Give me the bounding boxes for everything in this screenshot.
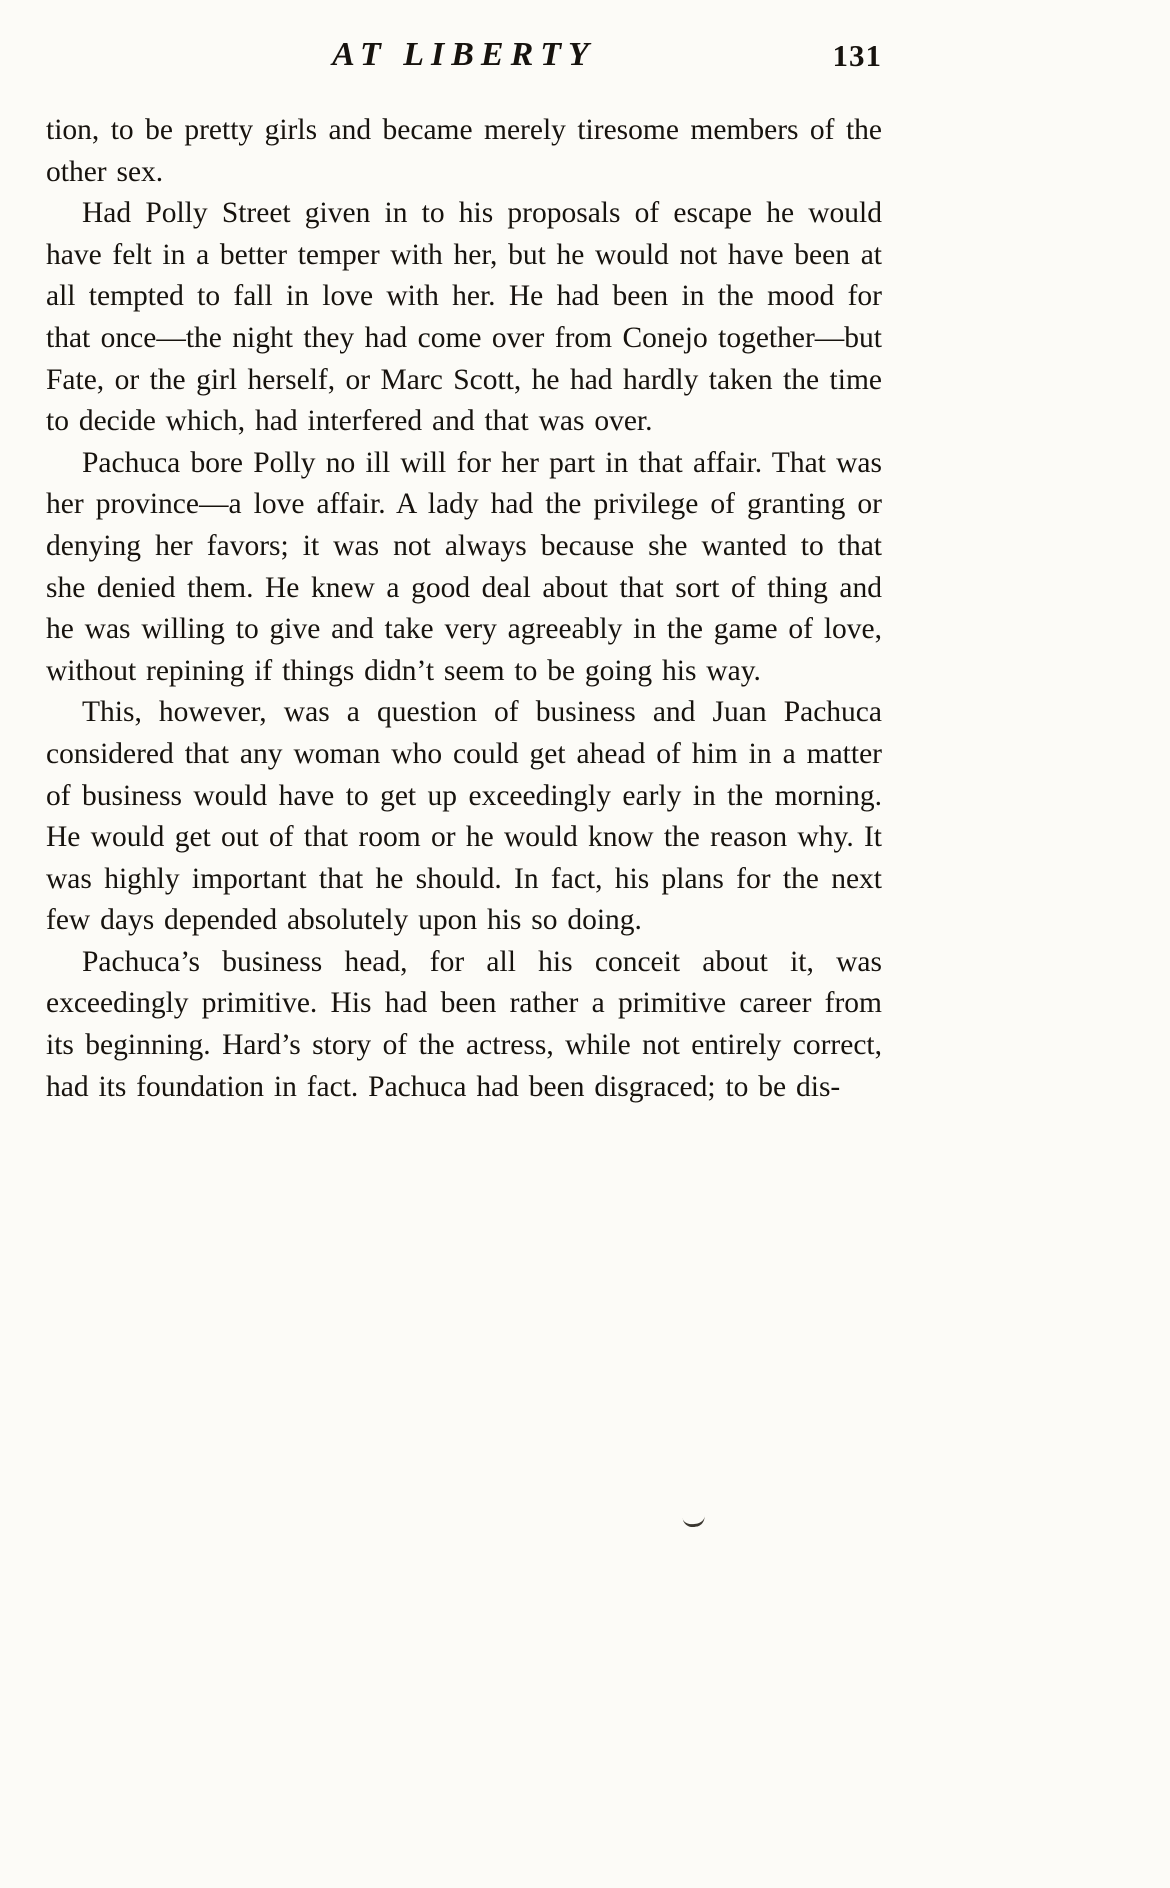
page-number: 131 [832,38,882,73]
paragraph: This, however, was a question of business and Juan Pachuca considered that any woman who could get ahead of him in a matter of business would have to get up exceedingly early in the morning. He would get out of that room or he would know the reason why. It was highly important that he should. In fact, his plans for the next few days depended absolutely upon his so doing. [46,696,882,937]
paragraph: Had Polly Street given in to his proposals of escape he would have felt in a better temper with her, but he would not have been at all tempted to fall in love with her. He had been in the mood for that once—the night they had come over from Conejo together—but Fate, or the girl herself, or Marc Scott, he had hardly taken the time to decide which, had interfered and that was over. [46,197,882,438]
paragraph: Pachuca’s business head, for all his conceit about it, was exceedingly primitive. His had been rather a primitive career from its beginning. Hard’s story of the actress, while not entirely correct, had its foundation in fact. Pachuca had been disgraced; to be dis- [46,945,882,1103]
page-body [46,110,882,1108]
paragraph: tion, to be pretty girls and became merely tiresome members of the other sex. [46,114,882,188]
stray-pen-mark [682,1515,705,1528]
running-header [46,36,882,84]
running-title: AT LIBERTY [332,36,596,73]
paragraph: Pachuca bore Polly no ill will for her part in that affair. That was her province—a love affair. A lady had the privilege of granting or denying her favors; it was not always because she wanted to that she denied them. He knew a good deal about that sort of thing and he was willing to give and take very agreeably in the game of love, without repining if things didn’t seem to be going his way. [46,446,882,687]
